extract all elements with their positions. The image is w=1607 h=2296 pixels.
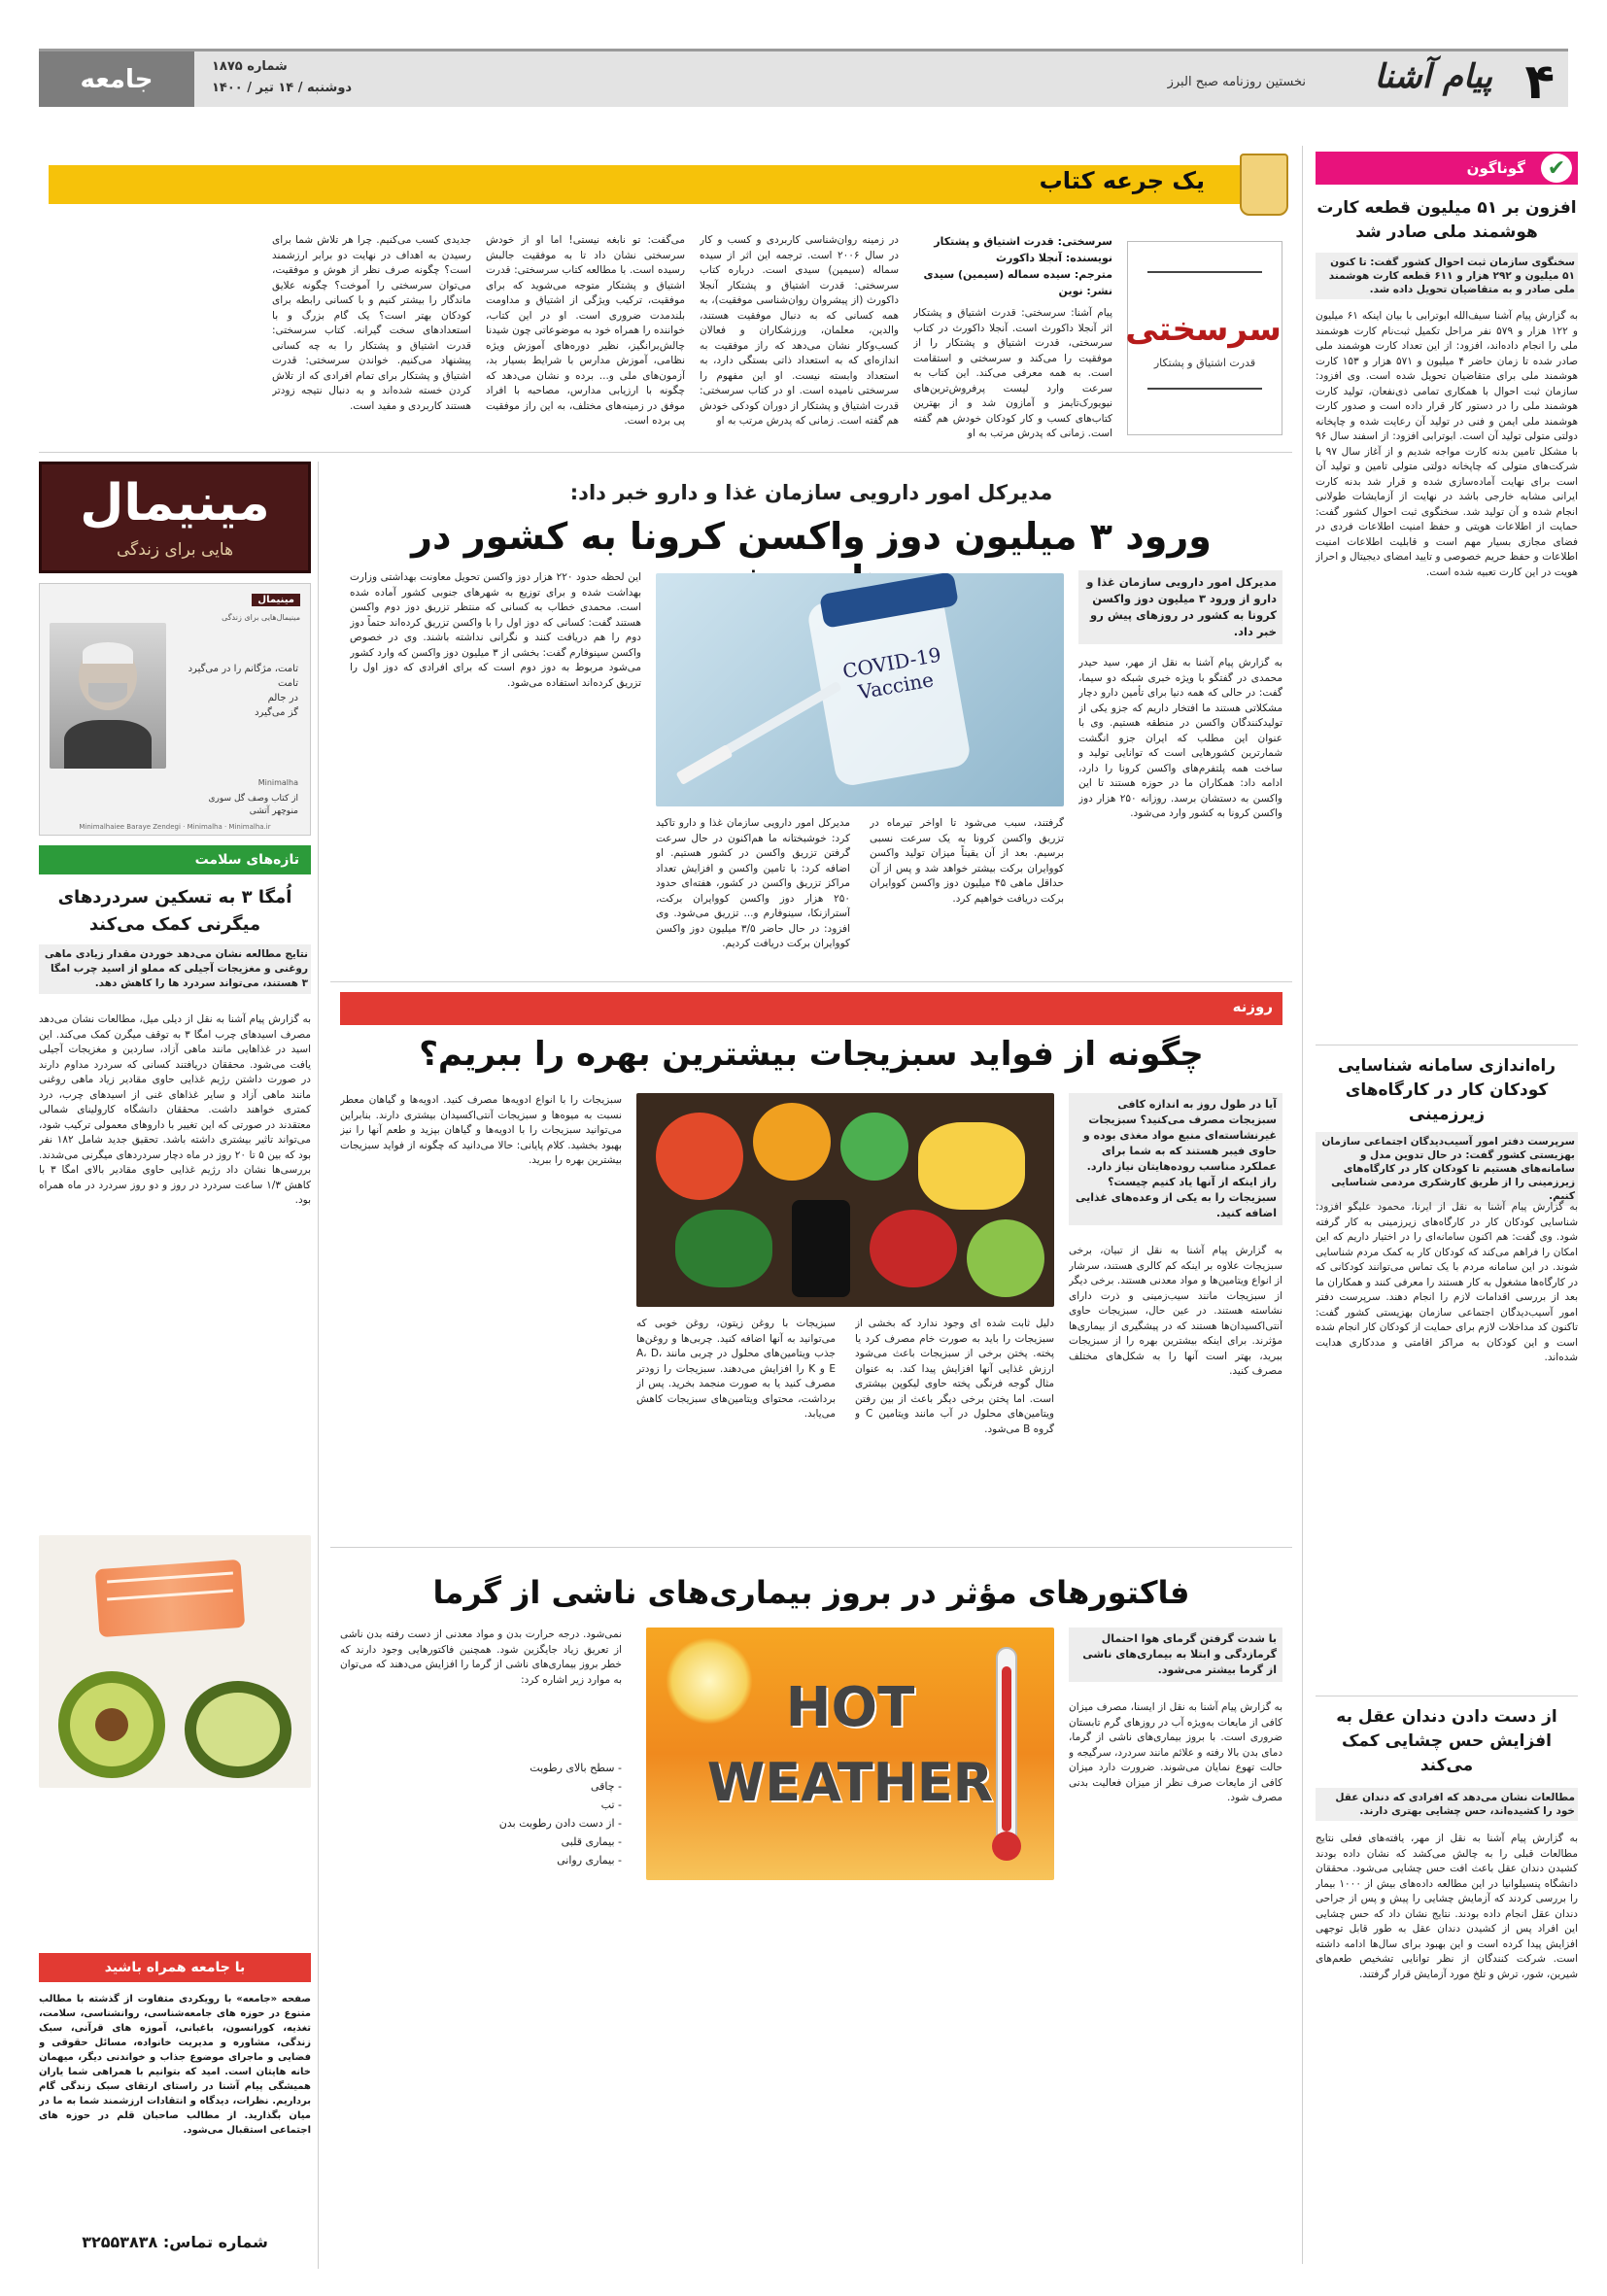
article-title: افزون بر ۵۱ میلیون قطعه کارت هوشمند ملی صادر شد: [1316, 198, 1577, 242]
book-meta-author: نویسنده: آنجلا داکورث: [995, 252, 1112, 264]
minimal-quote: تامت، مژگانم را در می‌گیرد تامت در جالم گز می‌گیرد: [188, 664, 298, 718]
article-body: به گزارش پیام آشنا به نقل از ایرنا، محمود علیگو افزود: شناسایی کودکان کار در کارگاه‌های زیرزمینی به کار گرفته شود. وی گفت: هم اکنون سامانه‌ای را در اختیار داریم که این امکان را فراهم می‌کند که کودکان کار به کمک مردم شناسایی شوند. در این سامانه مردم با یک تماس می‌توانند کودکانی که در کارگاه‌ها مشغول به کار هستند را معرفی کنند و همکاران ما بعد از بررسی اقدامات لازم را انجام دهند. سرپرست دفتر امور آسیب‌دیدگان اجتماعی سازمان بهزیستی کشور گفت: تاکنون کد مداخلات لازم برای حمایت از کودکان کار انجام شده است و این کودکان به مراکز اقامتی و مددکاری هدایت شده‌اند.: [1316, 1201, 1578, 1363]
book-meta-publisher: نشر: نوین: [1058, 285, 1112, 297]
story-text: به گزارش پیام آشنا به نقل از مهر، سید حیدر محمدی در گفتگو با ویژه خبری شبکه دو سیما، گفت: در حالی که همه دنیا برای تأمین دارو دچار مشکلاتی هستند ما افتخار داریم که جزو یکی از تولیدکنندگان واکسن در منطقه هستیم. وی با عنوان این مطلب که ایران جزو انگشت شمارترین کشورهایی است که توانایی تولید و ساخت همه پلتفرم‌های واکسن کرونا را دارد، ادامه داد: همکاران ما در حوزه هستند تا این واکسن به دستشان برسد. روزانه ۲۵۰ هزار دوز واکسن کرونا به کشور وارد می‌شود.: [1078, 657, 1282, 819]
category-tag-bar: [340, 992, 1282, 1025]
check-icon: ✔: [1541, 154, 1572, 183]
book-cover-subtitle: قدرت اشتیاق و پشتکار: [1153, 357, 1256, 369]
story-text: این لحظه حدود ۲۲۰ هزار دوز واکسن تحویل معاونت بهداشتی وزارت بهداشت شده و برای توزیع به شهرهای جنوبی کشور آماده شده است. محمدی خطاب به کسانی که منتظر تزریق دوز دوم واکسن هستند گفت: کسانی که دوز اول را با واکسن تزریق کرده‌اند حتماً دوز دوم را هم دریافت کنند و نگرانی نداشته باشند. وی در خصوص واکسن سینوفارم گفت: بخشی از ۳ میلیون دوز واکسن که وارد کشور می‌شود مربوط به دوز دوم است که برای افرادی که دوز اول را تزریق کرده‌اند استفاده می‌شود.: [350, 571, 641, 689]
story-title: ورود ۳ میلیون دوز واکسن کرونا به کشور در: [411, 515, 1212, 558]
vaccine-label: COVID-19 Vaccine: [840, 642, 943, 704]
portrait: [50, 623, 166, 769]
vaccine-photo: [656, 573, 1064, 806]
list-item: - از دست دادن رطوبت بدن: [498, 1817, 622, 1830]
book-text: در زمینه روان‌شناسی کاربردی و کسب و کار در سال ۲۰۰۶ است. ترجمه این اثر از سیده سماله (سیمین) سیدی است. درباره کتاب سرسختی: قدرت اشتیاق و پشتکار آنجلا داکورث (از پیشروان روان‌شناسی موفقیت)، به همه کسانی که به دنبال موفقیت هستند، والدین، معلمان، ورزشکاران و فعالان کسب‌وکار نشان می‌دهد که راز موفقیت به اندازه‌ای که به استعداد ذاتی بستگی دارد، به استعداد وابسته نیست. او این مفهوم را سرسختی نامیده است. او در کتاب سرسختی: قدرت اشتیاق و پشتکار از دوران کودکی خودش هم گفته است. زمانی که پدرش مرتب به او: [700, 234, 899, 427]
vaccine-story: [330, 462, 1292, 977]
book-section: [39, 146, 1292, 447]
minimal-logo: [39, 462, 311, 573]
minimal-small-title: مینیمال: [252, 594, 300, 606]
story-title: چگونه از فواید سبزیجات بیشترین بهره را ببریم؟: [419, 1035, 1204, 1074]
story-text: دلیل ثابت شده ای وجود ندارد که بخشی از سبزیجات را باید به صورت خام مصرف کرد یا پخته. پختن برخی از سبزیجات باعث می‌شود ارزش غذایی آنها افزایش پیدا کند. به عنوان مثال گوجه فرنگی پخته حاوی لیکوپن بیشتری است. اما پختن برخی دیگر باعث از بین رفتن ویتامین‌های محلول در آب مانند ویتامین C و گروه B می‌شود.: [855, 1318, 1054, 1435]
article-body: به گزارش پیام آشنا به نقل از دیلی میل، مطالعات نشان می‌دهد مصرف اسیدهای چرب امگا ۳ به توقف میگرن کمک می‌کند. این اسید در غذاهایی مانند ماهی آزاد، ساردین و مغزیجات آجیلی یافت می‌شود. محققان دریافتند کسانی که سردرد مداوم دارند در صورت داشتن رژیم غذایی حاوی مقادیر زیاد ماهی روغنی مانند ماهی آزاد و سایر غذاهای غنی از اسیدهای چرب، درد کمتری خواهند داشت. محققان دانشگاه کارولینای شمالی معتقدند در صورتی که این تغییر با داروهای معمولی ترکیب شود، می‌تواند تاثیر بیشتری داشته باشد. تحقیق جدید شامل ۱۸۲ نفر بود که بین ۵ تا ۲۰ روز در ماه دچار سردردهای میگرنی می‌شدند. بررسی‌ها نشان داد رژیم غذایی حاوی مقادیر بالای امگا ۳ با کاهش ۱/۳ ساعت سردرد در روز و دو روز سردرد در ماه همراه بود.: [39, 1013, 311, 1206]
story-title: فاکتورهای مؤثر در بروز بیماری‌های ناشی از گرما: [432, 1574, 1190, 1611]
masthead: [39, 49, 1568, 110]
story-text: به گزارش پیام آشنا به نقل از تبیان، برخی سبزیجات علاوه بر اینکه کم کالری هستند، سرشار از انواع ویتامین‌ها و مواد معدنی هستند. برخی دیگر از سبزیجات مانند سیب‌زمینی و ذرت دارای نشاسته هستند. در عین حال، سبزیجات حاوی آنتی‌اکسیدان‌ها هستند که در پیشگیری از بیماری‌ها مؤثرند. برای اینکه بیشترین بهره را از سبزیجات ببرید، بهتر است آنها را به شکل‌های مختلف مصرف کنید.: [1069, 1245, 1282, 1377]
book-meta-translator: مترجم: سیده سماله (سیمین) سیدی: [923, 268, 1112, 281]
phone-label: شماره تماس:: [162, 2233, 268, 2251]
section-name: جامعه: [39, 51, 194, 107]
story-lead: مدیرکل امور دارویی سازمان غذا و دارو از ورود ۳ میلیون دوز واکسن کرونا به کشور در روزهای پیش رو خبر داد.: [1078, 570, 1282, 644]
story-lead: با شدت گرفتن گرمای هوا احتمال گرمازدگی و ابتلا به بیماری‌های ناشی از گرما بیشتر می‌شود.: [1069, 1628, 1282, 1682]
bajameh-box: [39, 1953, 311, 2269]
list-item: - سطح بالای رطوبت: [530, 1762, 622, 1774]
right-column: [1316, 146, 1578, 2264]
article-lead: سرپرست دفتر امور آسیب‌دیدگان اجتماعی سازمان بهزیستی کشور گفت: در حال تدوین مدل و سامانه‌های هستیم تا کودکان کار در کارگاه‌های زیرزمینی را از طریق کارشکری مردمی شناسایی کنیم.: [1316, 1132, 1578, 1206]
minimal-box: [39, 462, 311, 840]
story-text: سبزیجات را با انواع ادویه‌ها مصرف کنید. ادویه‌ها و گیاهان معطر نسبت به میوه‌ها و سبزیجات آنتی‌اکسیدان بیشتری دارند. بنابراین می‌توانید سبزیجات را با ادویه‌ها و گیاهان بپزید و طعم آنها را نیز بهبود بخشید. کلام پایانی: حالا می‌دانید که چگونه از فواید سبزیجات بیشترین بهره را ببرید.: [340, 1094, 622, 1166]
bajameh-text: صفحه «جامعه» با رویکردی متفاوت از گذشته با مطالب متنوع در حوزه های جامعه‌شناسی، روانشناسی، سلامت، تغذیه، کورانسون، باغبانی، آموزه های قرآنی، سبک زندگی، مشاوره و مدیریت خانواده، مسائل حقوقی و فضایی و ماجرای موضوع جذاب و خواندنی دیگر، میهمان خانه هایتان است. امید که بتوانیم با همراهی شما یاران همیشگی پیام آشنا در راستای ارتقای سبک زندگی گام برداریم. نظرات، دیدگاه و انتقادات ارزشمند شما به ما در میان بگذارید. از مطالب صاحبان قلم در حوزه های اجتماعی استقبال می‌شود.: [39, 1994, 311, 2136]
book-cover: [1127, 241, 1282, 435]
minimal-footer: Minimalhaiee Baraye Zendegi · Minimalha · Minimalha.ir: [79, 823, 271, 831]
phone-line: [39, 2233, 311, 2251]
weather-word: WEATHER: [706, 1752, 994, 1813]
story-text: سبزیجات با روغن زیتون، روغن خوبی که می‌توانید به آنها اضافه کنید. چربی‌ها و روغن‌ها جذب ویتامین‌های محلول در چربی مانند A، D، E و K را افزایش می‌دهند. سبزیجات را زودتر مصرف کنید یا به صورت منجمد بخرید. پس از برداشت، محتوای ویتامین‌های سبزیجات کاهش می‌یابد.: [636, 1318, 836, 1420]
vegetables-photo: [636, 1093, 1054, 1307]
list-item: - بیماری روانی: [557, 1854, 622, 1867]
issue-number: شماره ۱۸۷۵: [212, 59, 288, 74]
hot-weather-photo: [646, 1628, 1054, 1880]
veg-story: [330, 986, 1292, 1540]
minimal-card: [39, 583, 311, 836]
minimal-small-sub: مینیمال‌هایی برای زندگی: [222, 613, 300, 622]
heat-story: [330, 1555, 1292, 2264]
book-text: جدیدی کسب می‌کنیم. چرا هر تلاش شما برای رسیدن به اهداف در نهایت دو برابر ارزشمند است؟ چگونه صرف نظر از هوش و موفقیت، می‌توان سرسختی را آموخت؟ چگونه علایق ماندگار را بیشتر کنیم و با کسانی رابطه برای کودکان بهتر است؟ یک گام بزرگ و با استعدادهای سخت گیرانه. کتاب سرسختی: قدرت اشتیاق و پشتکار را به چه کسانی پیشنهاد می‌کنیم. خواندن سرسختی: قدرت اشتیاق و پشتکار برای تمام افرادی که از تلاش کردن خسته شده‌اند و به دنبال نتیجه زودتر هستند کاربردی و مفید است.: [272, 234, 471, 412]
list-item: - چاقی: [590, 1780, 622, 1793]
phone-number: ۳۲۵۵۳۸۳۸: [82, 2233, 158, 2251]
minimal-subtitle: هایی برای زندگی: [116, 540, 234, 560]
minimal-handle: Minimalha: [257, 778, 298, 787]
story-text: به گزارش پیام آشنا به نقل از ایسنا، مصرف میزان کافی از مایعات به‌ویژه آب در روزهای گرم تابستان ضروری است. با بروز بیماری‌های ناشی از گرما، دمای بدن بالا رفته و علائم مانند سردرد، سرگیجه و حالت تهوع نمایان می‌شوند. ضرورت دارد میزان کافی از مایعات صرف نظر از میزان فعالیت بدنی مصرف شود.: [1069, 1701, 1282, 1803]
article-title: از دست دادن دندان عقل به افزایش حس چشایی کمک می‌کند: [1336, 1707, 1557, 1775]
book-banner-title: یک جرعه کتاب: [1039, 167, 1205, 194]
list-item: - تب: [600, 1799, 622, 1811]
story-text: مدیرکل امور دارویی سازمان غذا و دارو تاکید کرد: خوشبختانه ما هم‌اکنون در حال سرعت گرفتن تزریق واکسن در کشور هستیم. او اضافه کرد: با تامین واکسن و افزایش تعداد مراکز تزریق واکسن در کشور، هفته‌ای حدود ۲۵۰ هزار دوز واکسن کووایران برکت، آسترازنکا، سینوفارم و... تزریق می‌شود. وی افزود: در حال حاضر ۳/۵ میلیون دوز واکسن کووایران برکت دریافت کردیم.: [656, 817, 850, 949]
story-lead: آیا در طول روز به اندازه کافی سبزیجات مصرف می‌کنید؟ سبزیجات غیرنشاسته‌ای منبع مواد مغذی بوده و حاوی فیبر هستند که به شما برای عملکرد مناسب روده‌هایتان نیاز دارد. راز اینکه از آنها یاد کنیم چیست؟ سبزیجات را به یکی از وعده‌های غذایی اضافه کنید.: [1069, 1093, 1282, 1225]
salmon-avocado-photo: [39, 1535, 311, 1788]
minimal-source: از کتاب وصف گل سوری منوچهر آتشی: [208, 794, 298, 816]
article-title: راه‌اندازی سامانه شناسایی کودکان کار در کارگاه‌های زیرزمینی: [1337, 1056, 1556, 1124]
category-tag: روزنه: [1232, 998, 1273, 1015]
article-body: به گزارش پیام آشنا به نقل از مهر، یافته‌های فعلی نتایج مطالعات قبلی را به چالش می‌کشد که نشان داده بودند کشیدن دندان عقل باعث افت حس چشایی می‌شود. محققان دانشگاه پنسیلوانیا در این مطالعه داده‌های بیش از ۱۰۰۰ بیمار را بررسی کردند که آزمایش چشایی را پیش و پس از جراحی دندان عقل انجام داده بودند. نتایج نشان داد که حس چشایی این افراد پس از کشیدن دندان عقل به طور قابل توجهی افزایش پیدا کرده است و این بهبود برای سال‌ها ادامه داشته است. شرکت کنندگان از نظر توانایی تشخیص طعم‌های شیرین، شور، ترش و تلخ مورد آزمایش قرار گرفتند.: [1316, 1833, 1578, 1980]
book-text: پیام آشنا: سرسختی: قدرت اشتیاق و پشتکار اثر آنجلا داکورث است. آنجلا داکورث در کتاب سرسختی، قدرت اشتیاق و پشتکار را از موفقیت را می‌کند و سرسختی و استقامت است. به همه معرفی می‌کند. این کتاب به سرعت وارد لیست پرفروش‌ترین‌های نیویورک‌تایمز و آمازون شد و از بهترین کتاب‌های کسب و کار کودکان خودش هم گفته است. زمانی که پدرش مرتب به او: [913, 307, 1112, 439]
mug-icon: [1240, 154, 1288, 216]
list-item: - بیماری قلبی: [561, 1835, 622, 1848]
book-cover-title: سرسختی: [1125, 310, 1282, 349]
minimal-title: مینیمال: [80, 474, 270, 532]
category-tag: با جامعه همراه باشید: [39, 1953, 311, 1982]
article-lead: مطالعات نشان می‌دهد که افرادی که دندان عقل خود را کشیده‌اند، حس چشایی بهتری دارند.: [1316, 1788, 1578, 1821]
category-tag: تازه‌های سلامت: [39, 845, 311, 874]
article-lead: سخنگوی سازمان ثبت احوال کشور گفت: تا کنون ۵۱ میلیون و ۲۹۲ هزار و ۶۱۱ قطعه کارت هوشمند ملی صادر و به متقاضیان تحویل داده شد.: [1316, 253, 1578, 299]
paper-description: نخستین روزنامه صبح البرز: [1167, 75, 1306, 89]
article-lead: نتایج مطالعه نشان می‌دهد خوردن مقدار زیادی ماهی روغنی و مغزیجات آجیلی که مملو از اسید چرب امگا ۳ هستند، می‌تواند سردرد ها را کاهش دهد.: [39, 944, 311, 994]
book-text: می‌گفت: تو نابغه نیستی! اما او از خودش سرسختی نشان داد تا به موفقیت جالبش رسیده است. با مطالعه کتاب سرسختی: قدرت اشتیاق و پشتکار متوجه می‌شوید که برای موفقیت، ترکیب ویژگی از اشتیاق و مداومت بلندمدت ضروری است. او در این کتاب، خواننده را همراه خود به موضوعاتی چون شیدنا چالش‌برانگیز، نظیر دوره‌های آموزش ویژه نظامی، آموزش مدارس با شرایط بسیار بد، آزمون‌های ملی و... برده و نشان می‌دهد که چگونه با ارزیابی مدارس، مصاحبه با افراد موفق در زمینه‌های مختلف، به این راز موفقیت پی برده است.: [486, 234, 685, 427]
risk-list: [340, 1759, 622, 1869]
article-title: اُمگا ۳ به تسکین سردردهای میگرنی کمک می‌کند: [57, 887, 292, 935]
story-text: گرفتند، سبب می‌شود تا اواخر تیرماه در تزریق واکسن کرونا به یک سرعت نسبی برسیم. بعد از آن یقیناً میزان تولید واکسن کووایران برکت بیشتر خواهد شد و پس از آن حداقل ماهی ۴۵ میلیون دوز واکسن کووایران برکت دریافت خواهیم کرد.: [870, 817, 1064, 905]
issue-date: دوشنبه / ۱۴ تیر / ۱۴۰۰: [212, 81, 353, 95]
category-tag: گوناگون: [1316, 152, 1578, 185]
book-meta-title: سرسختی: قدرت اشتیاق و پشتکار: [934, 235, 1112, 248]
page-number: ۴: [1524, 53, 1555, 110]
paper-logo: پیام آشنا: [1374, 57, 1492, 96]
story-text: نمی‌شود. درجه حرارت بدن و مواد معدنی از دست رفته بدن ناشی از تعریق زیاد جایگزین شود. همچنین فاکتورهایی وجود دارند که خطر بروز بیماری‌های ناشی از گرما را افزایش می‌دهند که می‌توان به موارد زیر اشاره کرد:: [340, 1628, 622, 1686]
story-kicker: مدیرکل امور دارویی سازمان غذا و دارو خبر داد:: [569, 481, 1053, 504]
book-meta: [913, 233, 1112, 299]
article-body: به گزارش پیام آشنا سیف‌الله ابوترابی با بیان اینکه ۶۱ میلیون و ۱۲۲ هزار و ۵۷۹ نفر مراحل تکمیل ثبت‌نام کارت هوشمند ملی را انجام داده‌اند، افزود: از این تعداد کارت هوشمند ملی صادر شده تا زمان حاضر ۴ میلیون و ۵۷۱ هزار و ۱۵۳ کارت هوشمند ملی برای متقاضیان تحویل شده است. وی افزود: سازمان ثبت احوال با همکاری تمامی ذی‌نفعان، تولید کارت هوشمند ملی را در دستور کار قرار داده است و صدور کارت هوشمند ملی ایمن و فنی در تولید آن رعایت شده و چاپخانه دولتی متولی تولید آن است. ابوترابی افزود: از اسفند سال ۹۶ با مشکل تامین بدنه کارت مواجه شدیم و از آغاز سال ۹۷ با شرکت‌های متولی که چاپخانه دولتی متولی تامین و تولید آن است برای نهایت آماده‌سازی شده و قرار شد بدنه کارت ایرانی مشابه خارجی باشد در نهایت از آزمایشات طولانی انجام شده و آن تولید شد. سخنگوی ثبت احوال کشور گفت: حمایت از اطلاعات هویتی و حفظ امنیت اطلاعات فردی در فضای مجازی بسیار مهم است و قابلیت اطلاعات امنیت اطلاعات و حفظ حریم خصوصی و تایید امضای دیجیتال و احراز هویت در این کارت تعبیه شده است.: [1316, 310, 1578, 578]
hot-word: HOT: [785, 1676, 915, 1739]
health-box: [39, 845, 311, 1953]
